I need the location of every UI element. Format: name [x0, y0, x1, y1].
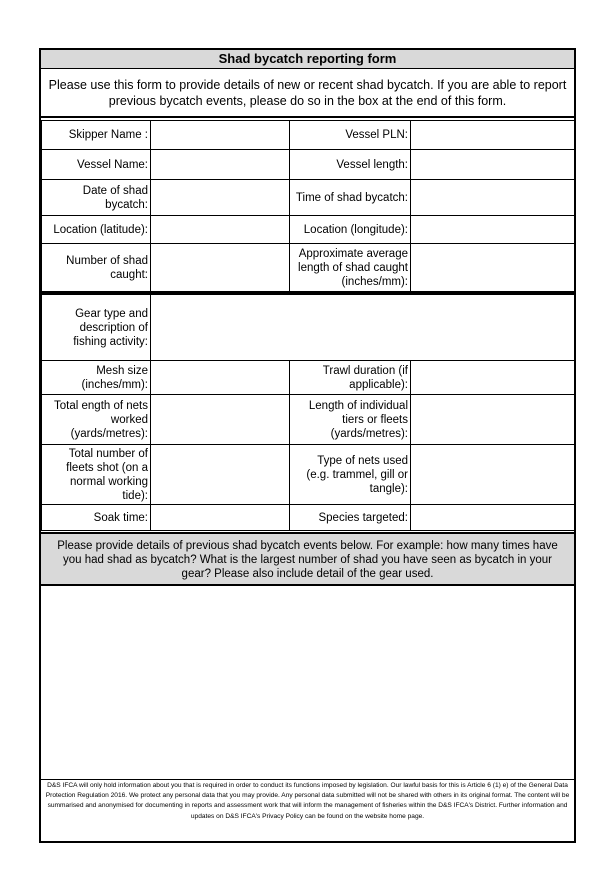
- vessel-pln-label: Vessel PLN:: [290, 121, 411, 150]
- skipper-name-label: Skipper Name :: [42, 121, 151, 150]
- time-of-bycatch-label: Time of shad bycatch:: [290, 180, 411, 216]
- soak-time-label: Soak time:: [42, 505, 151, 531]
- table-row: [42, 505, 575, 531]
- date-of-bycatch-field[interactable]: [151, 180, 290, 216]
- longitude-field[interactable]: [411, 216, 575, 244]
- fleets-shot-field[interactable]: [151, 445, 290, 505]
- length-tiers-field[interactable]: [411, 395, 575, 445]
- gear-description-label: Gear type and description of fishing activity:: [42, 295, 151, 361]
- trawl-duration-field[interactable]: [411, 361, 575, 395]
- vessel-length-field[interactable]: [411, 150, 575, 180]
- species-targeted-field[interactable]: [411, 505, 575, 531]
- vessel-length-label: Vessel length:: [290, 150, 411, 180]
- form-title: Shad bycatch reporting form: [41, 50, 574, 69]
- latitude-field[interactable]: [151, 216, 290, 244]
- form-intro: Please use this form to provide details of new or recent shad bycatch. If you are able to report previous bycatch events, please do so in the box at the end of this form.: [41, 69, 574, 118]
- average-length-label: Approximate average length of shad caught (inches/mm):: [290, 244, 411, 292]
- length-tiers-label: Length of individual tiers or fleets (yards/metres):: [290, 395, 411, 445]
- average-length-field[interactable]: [411, 244, 575, 292]
- trawl-duration-label: Trawl duration (if applicable):: [290, 361, 411, 395]
- table-row: [42, 295, 575, 361]
- skipper-name-field[interactable]: [151, 121, 290, 150]
- table-row: [42, 150, 575, 180]
- fleets-shot-label: Total number of fleets shot (on a normal working tide):: [42, 445, 151, 505]
- previous-bycatch-details-field[interactable]: [41, 586, 574, 780]
- table-row: [42, 244, 575, 292]
- gear-description-field[interactable]: [151, 295, 575, 361]
- number-caught-field[interactable]: [151, 244, 290, 292]
- shad-bycatch-form: [39, 48, 576, 843]
- table-row: [42, 180, 575, 216]
- number-caught-label: Number of shad caught:: [42, 244, 151, 292]
- total-length-nets-label: Total ength of nets worked (yards/metres):: [42, 395, 151, 445]
- mesh-size-label: Mesh size (inches/mm):: [42, 361, 151, 395]
- date-of-bycatch-label: Date of shad bycatch:: [42, 180, 151, 216]
- species-targeted-label: Species targeted:: [290, 505, 411, 531]
- total-length-nets-field[interactable]: [151, 395, 290, 445]
- longitude-label: Location (longitude):: [290, 216, 411, 244]
- table-row: [42, 121, 575, 150]
- soak-time-field[interactable]: [151, 505, 290, 531]
- vessel-pln-field[interactable]: [411, 121, 575, 150]
- type-of-nets-field[interactable]: [411, 445, 575, 505]
- vessel-name-field[interactable]: [151, 150, 290, 180]
- mesh-size-field[interactable]: [151, 361, 290, 395]
- type-of-nets-label: Type of nets used (e.g. trammel, gill or tangle):: [290, 445, 411, 505]
- table-row: [42, 395, 575, 445]
- vessel-name-label: Vessel Name:: [42, 150, 151, 180]
- table-row: [42, 361, 575, 395]
- latitude-label: Location (latitude):: [42, 216, 151, 244]
- table-row: [42, 216, 575, 244]
- vessel-details-table: [41, 120, 575, 292]
- gear-details-table: [41, 294, 575, 531]
- previous-bycatch-instructions: Please provide details of previous shad bycatch events below. For example: how many times have you had shad as bycatch? What is the largest number of shad you have seen as bycatch in your gear? Please also include detail of the gear used.: [41, 532, 574, 586]
- table-row: [42, 445, 575, 505]
- time-of-bycatch-field[interactable]: [411, 180, 575, 216]
- gdpr-notice: D&S IFCA will only hold information about you that is required in order to conduct its functions imposed by legislation. Our lawful basis for this is Article 6 (1) e) of the General Data Protection Regulation 2016. We protect any personal data that you may provide. Any personal data submitted will not be shared with others in its original format. The content will be summarised and anonymised for documenting in reports and assessment work that will inform the management of fisheries within the D&S IFCA's District. Further information and updates on D&S IFCA's Privacy Policy can be found on the website home page.: [45, 782, 570, 820]
